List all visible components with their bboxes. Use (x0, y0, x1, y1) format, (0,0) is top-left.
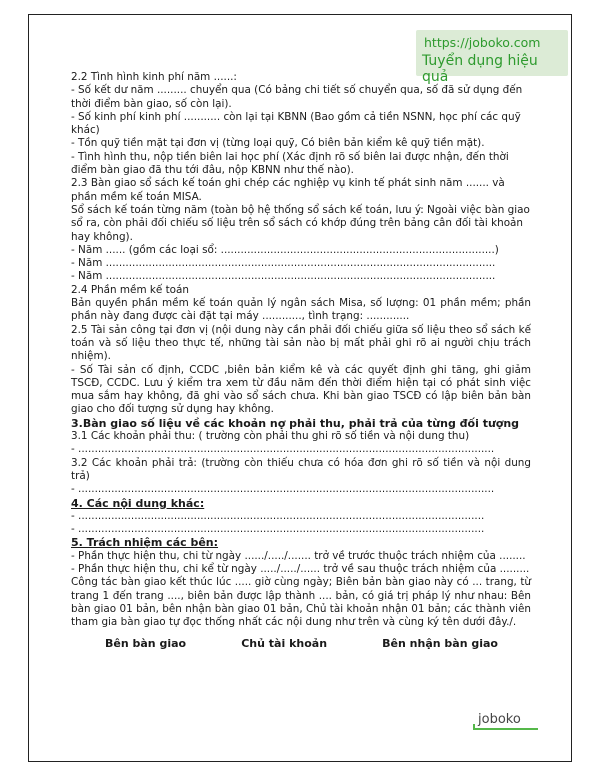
signature-label-receiver: Bên nhận bàn giao (382, 637, 498, 651)
text-line: - Số kết dư năm ......... chuyển qua (Có bảng chi tiết số chuyển qua, số đã sử dụng đến thời điểm bàn giao, số còn lại). (71, 84, 523, 110)
text-line: - .............................................................................................................................. (71, 443, 495, 456)
section-heading: 2.4 Phần mềm kế toán (71, 283, 189, 296)
watermark-url[interactable]: https://joboko.com (424, 35, 541, 50)
joboko-logo (472, 708, 542, 734)
text-line: 2.2 Tình hình kinh phí năm ......: (71, 71, 237, 83)
section-heading: 2.3 Bàn giao sổ sách kế toán ghi chép các nghiệp vụ kinh tế phát sinh năm ....... và phần mềm kế toán MISA. (71, 177, 505, 203)
text-line: 3.2 Các khoản phải trả: (trường còn thiếu chưa có hóa đơn ghi rõ số tiền và nội dung trả) (71, 456, 531, 482)
text-line: - Năm ...................................................................................................................... (71, 270, 496, 283)
text-line: - Năm ...... (gồm các loại sổ: ...................................................................................) (71, 243, 499, 256)
signature-label-handover: Bên bàn giao (105, 637, 187, 651)
signature-label-account-owner: Chủ tài khoản (241, 637, 328, 651)
section-heading-bold: 5. Trách nhiệm các bên: (71, 536, 219, 550)
text-line: - Năm ...................................................................................................................... (71, 257, 496, 270)
watermark-badge (416, 30, 568, 85)
signature-row (71, 637, 531, 650)
text-line: - ........................................................................................................................... (71, 523, 485, 536)
document-body (71, 71, 531, 651)
text-line: Sổ sách kế toán từng năm (toàn bộ hệ thống sổ sách kế toán, lưu ý: Ngoài việc bàn giao sổ ra, còn phải đối chiếu số liệu trên sổ sách có khớp đúng trên bảng cân đối tài khoản hay không). (71, 203, 530, 243)
section-heading-bold: 3.Bàn giao số liệu về các khoản nợ phải thu, phải trả của từng đối tượng (71, 416, 520, 430)
text-line: - .............................................................................................................................. (71, 483, 495, 496)
watermark-tagline: Tuyển dụng hiệu quả (422, 53, 538, 85)
logo-mark (472, 708, 542, 734)
text-line: Công tác bàn giao kết thúc lúc ..... giờ cùng ngày; Biên bản bàn giao này có ... trang, từ trang 1 đến trang ...., biên bản được lập thành .... bản, có giá trị pháp lý như nhau: Bên bàn giao 01 bản, bên nhận bàn giao 01 bản, Chủ tài khoản nhận 01 bản; các thành viên tham gia bàn giao tự đọc thống nhất các nội dung như trên và cùng ký tên dưới đây./. (71, 576, 531, 629)
text-line: - Tồn quỹ tiền mặt tại đơn vị (từng loại quỹ, Có biên bản kiểm kê quỹ tiền mặt). (71, 137, 485, 150)
text-line: - Số Tài sản cố định, CCDC ,biên bản kiểm kê và các quyết định ghi tăng, ghi giảm TSCĐ, CCDC. Lưu ý kiểm tra xem từ đầu năm đến thời điểm hiện tại có phát sinh việc mua sắm hay không, đã ghi vào sổ sách chưa. Khi bàn giao TSCĐ có lập biên bản bàn giao cho đối tượng sử dụng hay không. (71, 363, 531, 416)
text-line: 3.1 Các khoản phải thu: ( trường còn phải thu ghi rõ số tiền và nội dung thu) (71, 430, 470, 443)
section-heading: 2.5 Tài sản công tại đơn vị (nội dung này cần phải đối chiếu giữa số liệu theo sổ sách kế toán và số liệu theo thực tế, những tài sản nào bị mất phải ghi rõ ai người chịu trách nhiệm). (71, 323, 531, 363)
text-line: - ........................................................................................................................... (71, 509, 485, 522)
section-heading-bold: 4. Các nội dung khác: (71, 496, 205, 510)
text-line: - Phần thực hiện thu, chi từ ngày ....../...../....... trở về trước thuộc trách nhiệm của ........ (71, 549, 526, 562)
text-line: - Phần thực hiện thu, chi kể từ ngày ...../...../...... trở về sau thuộc trách nhiệm của ......... (71, 562, 530, 575)
text-line: Bản quyền phần mềm kế toán quản lý ngân sách Misa, số lượng: 01 phần mềm; phần phần này đang được cài đặt tại máy ............, tình trạng: ............. (71, 297, 531, 323)
text-line: - Tình hình thu, nộp tiền biên lai học phí (Xác định rõ số biên lai được nhận, đến thời điểm bàn giao đã thu tới đâu, nộp KBNN như thế nào). (71, 150, 509, 177)
logo-text: joboko (478, 712, 521, 727)
text-line: - Số kinh phí kinh phí ........... còn lại tại KBNN (Bao gồm cả tiền NSNN, học phí các quỹ khác) (71, 110, 521, 137)
